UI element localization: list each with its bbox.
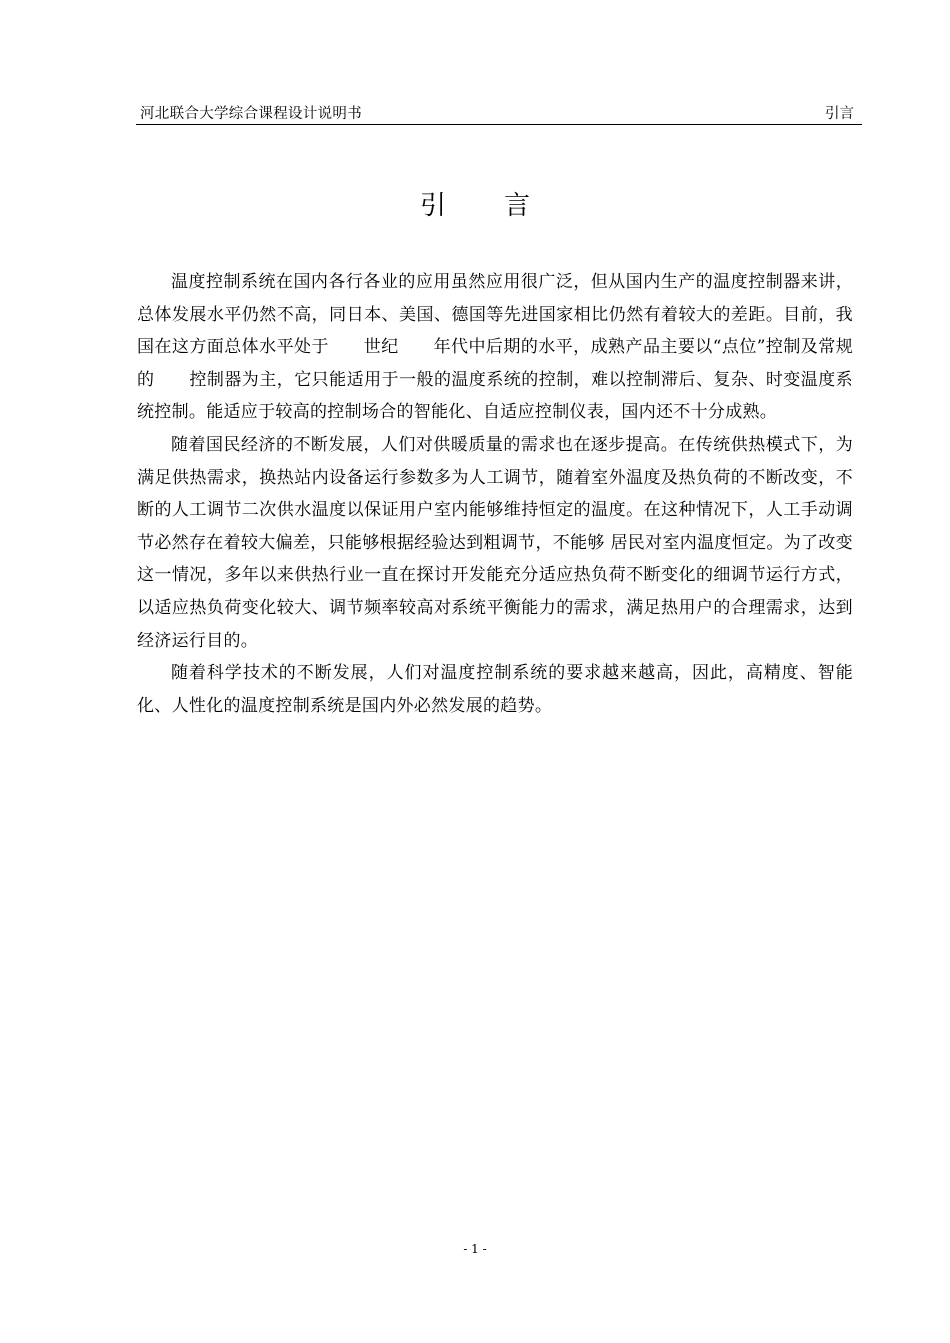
page-header [136, 100, 862, 125]
paragraph: 温度控制系统在国内各行各业的应用虽然应用很广泛，但从国内生产的温度控制器来讲，总体发展水平仍然不高，同日本、美国、德国等先进国家相比仍然有着较大的差距。目前，我国在这方面总体水平处于 世纪 年代中后期的水平，成熟产品主要以“点位”控制及常规的 控制器为主，它只能适用于一般的温度系统的控制，难以控制滞后、复杂、时变温度系统控制。能适应于较高的控制场合的智能化、自适应控制仪表，国内还不十分成熟。 [137, 272, 853, 423]
header-section-title: 引言 [825, 106, 854, 122]
body-text [137, 266, 853, 722]
header-document-title: 河北联合大学综合课程设计说明书 [140, 106, 362, 122]
section-title: 引言 [419, 191, 588, 221]
paragraph: 随着国民经济的不断发展，人们对供暖质量的需求也在逐步提高。在传统供热模式下，为满足供热需求，换热站内设备运行参数多为人工调节，随着室外温度及热负荷的不断改变，不断的人工调节二次供水温度以保证用户室内能够维持恒定的温度。在这种情况下，人工手动调节必然存在着较大偏差，只能够根据经验达到粗调节，不能够 居民对室内温度恒定。为了改变这一情况，多年以来供热行业一直在探讨开发能充分适应热负荷不断变化的细调节运行方式，以适应热负荷变化较大、调节频率较高对系统平衡能力的需求，满足热用户的合理需求，达到经济运行目的。 [137, 434, 853, 651]
page-number: - 1 - [463, 1242, 487, 1256]
paragraph: 随着科学技术的不断发展，人们对温度控制系统的要求越来越高，因此，高精度、智能化、人性化的温度控制系统是国内外必然发展的趋势。 [137, 663, 853, 716]
